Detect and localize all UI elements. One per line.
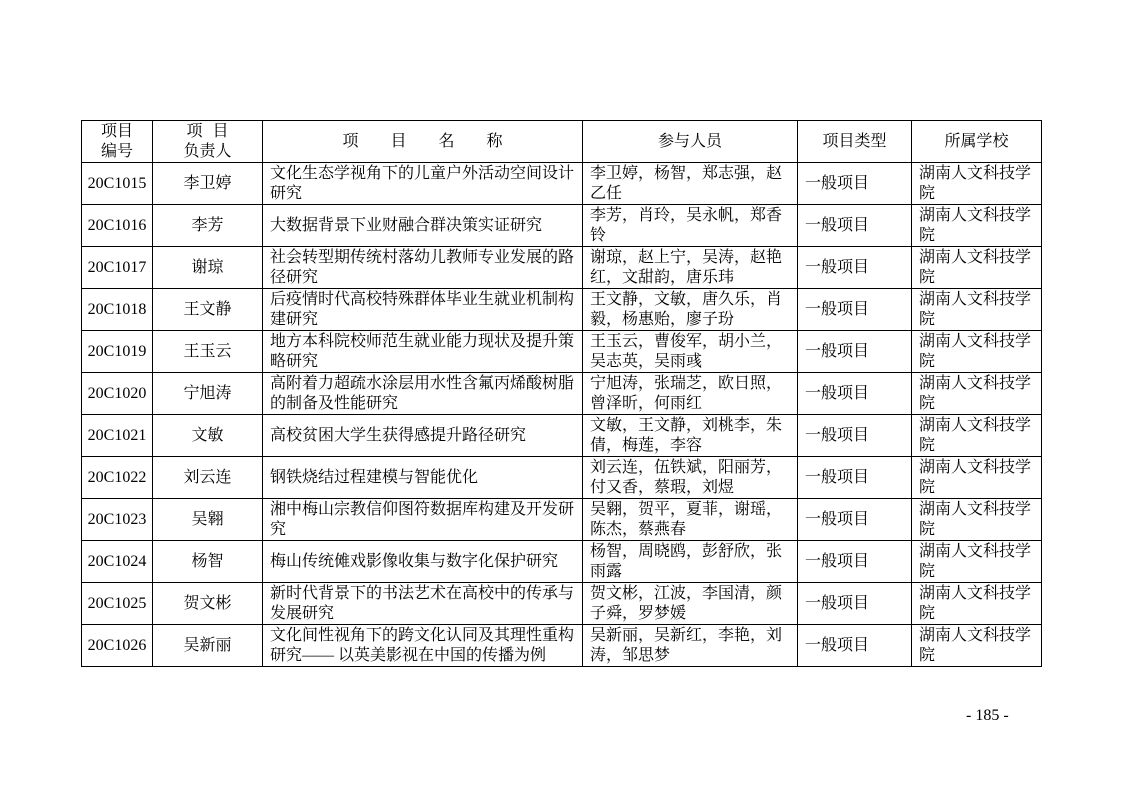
project-members-cell: 李卫婷，杨智，郑志强，赵乙任 — [583, 163, 798, 205]
project-school-cell: 湖南人文科技学院 — [912, 373, 1042, 415]
project-code-cell: 20C1017 — [82, 247, 153, 289]
project-type-cell: 一般项目 — [798, 331, 912, 373]
project-code-cell: 20C1024 — [82, 541, 153, 583]
table-row — [82, 289, 1042, 331]
project-name-cell: 社会转型期传统村落幼儿教师专业发展的路径研究 — [263, 247, 583, 289]
header-code-line-2: 编号 — [100, 142, 133, 160]
project-code-cell: 20C1016 — [82, 205, 153, 247]
page-number: - 185 - — [966, 707, 1009, 724]
header-project-name: 项 目 名 称 — [263, 121, 583, 163]
project-type-cell: 一般项目 — [798, 289, 912, 331]
project-school-cell: 湖南人文科技学院 — [912, 205, 1042, 247]
project-name-cell: 文化生态学视角下的儿童户外活动空间设计研究 — [263, 163, 583, 205]
project-type-cell: 一般项目 — [798, 373, 912, 415]
project-members-cell: 贺文彬，江波，李国清，颜子舜，罗梦媛 — [583, 583, 798, 625]
project-table — [81, 120, 1042, 667]
project-code-cell: 20C1019 — [82, 331, 153, 373]
project-leader-cell: 吴新丽 — [153, 625, 263, 667]
project-name-cell: 湘中梅山宗教信仰图符数据库构建及开发研究 — [263, 499, 583, 541]
project-code-cell: 20C1020 — [82, 373, 153, 415]
project-code-cell: 20C1022 — [82, 457, 153, 499]
project-name-cell: 新时代背景下的书法艺术在高校中的传承与发展研究 — [263, 583, 583, 625]
project-school-cell: 湖南人文科技学院 — [912, 331, 1042, 373]
project-type-cell: 一般项目 — [798, 625, 912, 667]
project-type-cell: 一般项目 — [798, 415, 912, 457]
table-row — [82, 499, 1042, 541]
project-members-cell: 王文静，文敏，唐久乐，肖毅，杨惠贻，廖子玢 — [583, 289, 798, 331]
project-code-cell: 20C1025 — [82, 583, 153, 625]
project-school-cell: 湖南人文科技学院 — [912, 625, 1042, 667]
project-leader-cell: 李芳 — [153, 205, 263, 247]
project-name-cell: 钢铁烧结过程建模与智能优化 — [263, 457, 583, 499]
project-name-cell: 高校贫困大学生获得感提升路径研究 — [263, 415, 583, 457]
project-school-cell: 湖南人文科技学院 — [912, 499, 1042, 541]
header-project-leader — [153, 121, 263, 163]
project-school-cell: 湖南人文科技学院 — [912, 583, 1042, 625]
table-row — [82, 541, 1042, 583]
project-school-cell: 湖南人文科技学院 — [912, 247, 1042, 289]
project-name-cell: 高附着力超疏水涂层用水性含氟丙烯酸树脂的制备及性能研究 — [263, 373, 583, 415]
project-name-cell: 文化间性视角下的跨文化认同及其理性重构研究—— 以英美影视在中国的传播为例 — [263, 625, 583, 667]
header-leader-line-1: 项 目 — [186, 122, 229, 140]
project-members-cell: 刘云连，伍铁斌，阳丽芳，付又香，蔡瑕，刘煜 — [583, 457, 798, 499]
project-leader-cell: 宁旭涛 — [153, 373, 263, 415]
project-leader-cell: 吴翱 — [153, 499, 263, 541]
header-code-line-1: 项目 — [100, 122, 133, 140]
project-members-cell: 吴翱，贺平，夏菲，谢瑶，陈杰，蔡燕春 — [583, 499, 798, 541]
project-school-cell: 湖南人文科技学院 — [912, 541, 1042, 583]
project-code-cell: 20C1018 — [82, 289, 153, 331]
project-members-cell: 宁旭涛，张瑞芝，欧日照，曾泽昕，何雨红 — [583, 373, 798, 415]
table-row — [82, 331, 1042, 373]
project-leader-cell: 文敏 — [153, 415, 263, 457]
project-type-cell: 一般项目 — [798, 583, 912, 625]
project-members-cell: 杨智，周晓鸥，彭舒欣，张雨露 — [583, 541, 798, 583]
table-row — [82, 583, 1042, 625]
header-project-school: 所属学校 — [912, 121, 1042, 163]
header-project-members: 参与人员 — [583, 121, 798, 163]
project-name-cell: 地方本科院校师范生就业能力现状及提升策略研究 — [263, 331, 583, 373]
project-leader-cell: 李卫婷 — [153, 163, 263, 205]
project-leader-cell: 王玉云 — [153, 331, 263, 373]
project-members-cell: 王玉云，曹俊军，胡小兰，吴志英，吴雨彧 — [583, 331, 798, 373]
project-leader-cell: 谢琼 — [153, 247, 263, 289]
table-row — [82, 247, 1042, 289]
header-project-type: 项目类型 — [798, 121, 912, 163]
project-leader-cell: 杨智 — [153, 541, 263, 583]
project-type-cell: 一般项目 — [798, 205, 912, 247]
project-members-cell: 吴新丽，吴新红，李艳，刘涛，邹思梦 — [583, 625, 798, 667]
project-members-cell: 李芳，肖玲，吴永帆，郑香铃 — [583, 205, 798, 247]
project-name-cell: 后疫情时代高校特殊群体毕业生就业机制构建研究 — [263, 289, 583, 331]
project-members-cell: 谢琼，赵上宁，吴涛，赵艳红，文甜韵，唐乐玮 — [583, 247, 798, 289]
project-code-cell: 20C1023 — [82, 499, 153, 541]
project-type-cell: 一般项目 — [798, 541, 912, 583]
table-row — [82, 163, 1042, 205]
header-project-code — [82, 121, 153, 163]
project-school-cell: 湖南人文科技学院 — [912, 457, 1042, 499]
table-header-row — [82, 121, 1042, 163]
table-row — [82, 625, 1042, 667]
project-leader-cell: 刘云连 — [153, 457, 263, 499]
project-code-cell: 20C1021 — [82, 415, 153, 457]
project-type-cell: 一般项目 — [798, 247, 912, 289]
project-name-cell: 大数据背景下业财融合群决策实证研究 — [263, 205, 583, 247]
project-leader-cell: 王文静 — [153, 289, 263, 331]
project-type-cell: 一般项目 — [798, 499, 912, 541]
project-code-cell: 20C1026 — [82, 625, 153, 667]
project-type-cell: 一般项目 — [798, 163, 912, 205]
project-school-cell: 湖南人文科技学院 — [912, 415, 1042, 457]
project-code-cell: 20C1015 — [82, 163, 153, 205]
table-row — [82, 457, 1042, 499]
project-members-cell: 文敏，王文静，刘桃李，朱倩，梅莲，李容 — [583, 415, 798, 457]
project-type-cell: 一般项目 — [798, 457, 912, 499]
table-row — [82, 373, 1042, 415]
project-school-cell: 湖南人文科技学院 — [912, 289, 1042, 331]
header-leader-line-2: 负责人 — [183, 142, 232, 160]
table-row — [82, 205, 1042, 247]
project-leader-cell: 贺文彬 — [153, 583, 263, 625]
project-school-cell: 湖南人文科技学院 — [912, 163, 1042, 205]
table-row — [82, 415, 1042, 457]
project-name-cell: 梅山传统傩戏影像收集与数字化保护研究 — [263, 541, 583, 583]
